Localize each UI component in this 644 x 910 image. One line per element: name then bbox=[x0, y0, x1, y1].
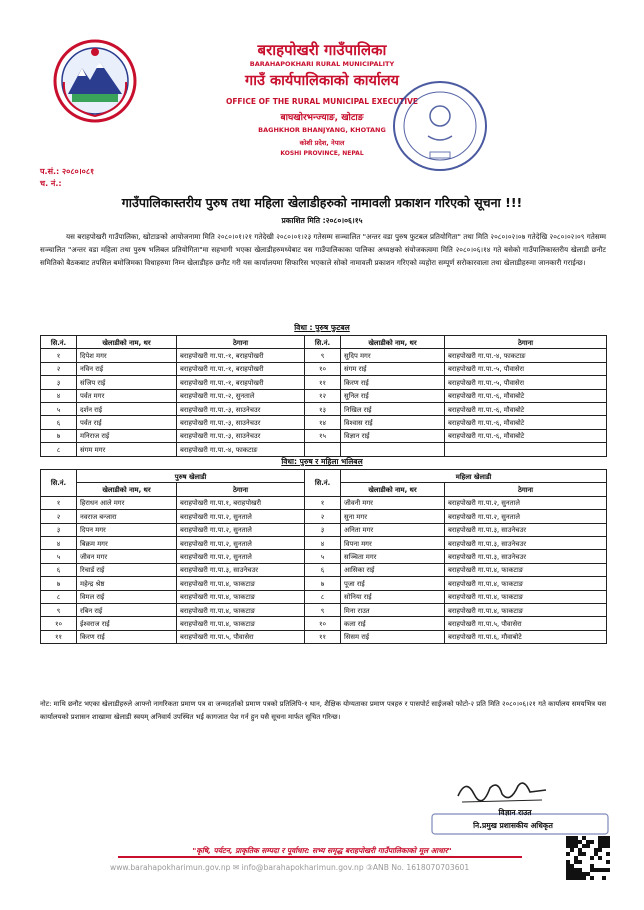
player-name-cell: मिना राउत bbox=[341, 603, 445, 616]
address-cell: बराहपोखरी गा.पा.३, साउनेचउर bbox=[177, 563, 305, 576]
player-name-cell: पर्वत राई bbox=[77, 416, 177, 429]
published-date: प्रकाशित मिति :२०८०।०६।१५ bbox=[281, 216, 363, 225]
address-cell: बराहपोखरी गा.पा.४, फाकटाङ bbox=[445, 590, 607, 603]
player-name-cell bbox=[341, 443, 445, 456]
serial-cell: १ bbox=[41, 349, 77, 362]
serial-cell: २ bbox=[41, 362, 77, 375]
volleyball-caption: विधा: पुरुष र महिला भलिबल bbox=[281, 457, 363, 466]
player-name-cell: कला राई bbox=[341, 617, 445, 630]
footer-contact: www.barahapokharimun.gov.np ✉ info@barahapokharimun.gov.np ③ANB No. 1618070703601 bbox=[110, 863, 470, 872]
volleyball-group-row bbox=[41, 470, 607, 483]
volleyball-table bbox=[40, 469, 607, 644]
address-cell: बराहपोखरी गा.पा.-२, सुनताले bbox=[177, 389, 305, 402]
municipality-name-en: BARAHAPOKHARI RURAL MUNICIPALITY bbox=[249, 60, 395, 68]
address-cell: बराहपोखरी गा.पा.६, मौवाबोटे bbox=[445, 630, 607, 643]
serial-cell: ११ bbox=[41, 630, 77, 643]
address-cell: बराहपोखरी गा.पा.-६, मौवाबोटे bbox=[445, 402, 607, 415]
serial-cell: ४ bbox=[41, 389, 77, 402]
player-name-cell: विश्वास राई bbox=[341, 416, 445, 429]
player-name-cell: हिराधन आले मगर bbox=[77, 496, 177, 509]
serial-cell: १० bbox=[305, 362, 341, 375]
serial-cell: ६ bbox=[305, 563, 341, 576]
table-row bbox=[41, 630, 607, 643]
player-name-cell: दर्शन राई bbox=[77, 402, 177, 415]
address-cell: बराहपोखरी गा.पा.-३, साउनेचउर bbox=[177, 402, 305, 415]
table-row bbox=[41, 603, 607, 616]
table-row bbox=[41, 362, 607, 375]
player-name-cell: विज्ञान राई bbox=[341, 429, 445, 442]
table-row bbox=[41, 536, 607, 549]
serial-cell: ८ bbox=[41, 590, 77, 603]
player-name-cell: विपना मगर bbox=[341, 536, 445, 549]
address-cell: बराहपोखरी गा.पा.४, फाकटाङ bbox=[177, 577, 305, 590]
office-name-np: गाउँ कार्यपालिकाको कार्यालय bbox=[245, 73, 399, 89]
province-np: कोशी प्रदेश, नेपाल bbox=[299, 139, 345, 147]
address-cell: बराहपोखरी गा.पा.-५, पौवासेरा bbox=[445, 376, 607, 389]
footer-slogan: "कृषि, पर्यटन, प्राकृतिक सम्पदा र पूर्वाधार: सभ्य समृद्ध बराहपोखरी गाउँपालिकाको मूल आधार" bbox=[192, 846, 452, 855]
address-cell: बराहपोखरी गा.पा.-६, मौवाबोटे bbox=[445, 416, 607, 429]
player-name-cell: सुनिल राई bbox=[341, 389, 445, 402]
player-name-cell: पर्वत मगर bbox=[77, 389, 177, 402]
serial-cell: ३ bbox=[41, 523, 77, 536]
col-player-name: खेलाडीको नाम, थर bbox=[77, 336, 177, 349]
serial-cell: १४ bbox=[305, 416, 341, 429]
address-np: बाघखोरभन्ज्याङ, खोटाङ bbox=[280, 113, 364, 123]
table-row bbox=[41, 429, 607, 442]
serial-cell: ७ bbox=[305, 577, 341, 590]
player-name-cell: संगम मगर bbox=[77, 443, 177, 456]
player-name-cell: सोनिया राई bbox=[341, 590, 445, 603]
player-name-cell: सुदिप मगर bbox=[341, 349, 445, 362]
serial-cell: ६ bbox=[41, 563, 77, 576]
address-cell: बराहपोखरी गा.पा.३, साउनेचउर bbox=[445, 550, 607, 563]
col-serial: सि.नं. bbox=[305, 336, 341, 349]
serial-cell bbox=[305, 443, 341, 456]
col-serial: सि.नं. bbox=[305, 470, 341, 497]
office-name-en: OFFICE OF THE RURAL MUNICIPAL EXECUTIVE bbox=[225, 97, 419, 106]
table-row bbox=[41, 443, 607, 456]
col-address: ठेगाना bbox=[177, 336, 305, 349]
player-name-cell: किरण राई bbox=[77, 630, 177, 643]
serial-cell: ८ bbox=[305, 590, 341, 603]
player-name-cell: जीवन मगर bbox=[77, 550, 177, 563]
women-group-header: महिला खेलाडी bbox=[341, 470, 607, 483]
col-player-name: खेलाडीको नाम, थर bbox=[77, 483, 177, 496]
serial-cell: ३ bbox=[41, 376, 77, 389]
player-name-cell: नवराज बन्जारा bbox=[77, 510, 177, 523]
serial-cell: ८ bbox=[41, 443, 77, 456]
table-row bbox=[41, 550, 607, 563]
player-name-cell: मनिराज राई bbox=[77, 429, 177, 442]
address-cell: बराहपोखरी गा.पा.४, फाकटाङ bbox=[445, 563, 607, 576]
serial-cell: २ bbox=[41, 510, 77, 523]
serial-cell: ५ bbox=[41, 550, 77, 563]
office-seal-stamp bbox=[390, 78, 490, 174]
table-row bbox=[41, 349, 607, 362]
address-en: BAGHKHOR BHANJYANG, KHOTANG bbox=[258, 126, 386, 134]
qr-code bbox=[566, 836, 610, 880]
player-name-cell: ईश्वराज राई bbox=[77, 617, 177, 630]
table-row bbox=[41, 590, 607, 603]
address-cell: बराहपोखरी गा.पा.२, सुनताले bbox=[177, 510, 305, 523]
col-address: ठेगाना bbox=[177, 483, 305, 496]
table-row bbox=[41, 577, 607, 590]
serial-cell: १ bbox=[305, 496, 341, 509]
address-cell bbox=[445, 443, 607, 456]
table-row bbox=[41, 523, 607, 536]
player-name-cell: जीवनी मगर bbox=[341, 496, 445, 509]
player-name-cell: बिक्रम मगर bbox=[77, 536, 177, 549]
col-address: ठेगाना bbox=[445, 483, 607, 496]
table-row bbox=[41, 416, 607, 429]
men-group-header: पुरुष खेलाडी bbox=[77, 470, 305, 483]
player-name-cell: विमल राई bbox=[77, 590, 177, 603]
player-name-cell: सुना मगर bbox=[341, 510, 445, 523]
table-row bbox=[41, 510, 607, 523]
address-cell: बराहपोखरी गा.पा.४, फाकटाङ bbox=[177, 590, 305, 603]
player-name-cell: आसिका राई bbox=[341, 563, 445, 576]
address-cell: बराहपोखरी गा.पा.२, सुनताले bbox=[177, 536, 305, 549]
football-caption: विधा : पुरुष फुटबल bbox=[294, 323, 350, 332]
player-name-cell: पूजा राई bbox=[341, 577, 445, 590]
table-row bbox=[41, 563, 607, 576]
address-cell: बराहपोखरी गा.पा.४, फाकटाङ bbox=[445, 603, 607, 616]
player-name-cell: सञ्चिता मगर bbox=[341, 550, 445, 563]
player-name-cell: रिचार्ड राई bbox=[77, 563, 177, 576]
address-cell: बराहपोखरी गा.पा.४, फाकटाङ bbox=[445, 577, 607, 590]
football-table bbox=[40, 335, 607, 457]
serial-cell: २ bbox=[305, 510, 341, 523]
player-name-cell: नविन राई bbox=[77, 362, 177, 375]
player-name-cell: महेन्द्र श्रेष्ठ bbox=[77, 577, 177, 590]
address-cell: बराहपोखरी गा.पा.३, साउनेचउर bbox=[445, 523, 607, 536]
serial-cell: ३ bbox=[305, 523, 341, 536]
notice-title: गाउँपालिकास्तरीय पुरुष तथा महिला खेलाडीहरुको नामावली प्रकाशन गरिएको सूचना !!! bbox=[121, 195, 523, 210]
note-text: नोट: माथि छनौट भएका खेलाडीहरुले आफ्नो नागरिकता प्रमाण पत्र वा जन्मदर्ताको प्रमाण पत्रको प्रतिलिपि-१ थान, शैक्षिक योग्यताका प्रमाण पत्रहरु र पासपोर्ट साईजको फोटो-२ प्रति मिति २०८०।०६।२१ गते कार्यालय समयभित्र यस कार्यालयको प्रशासन शाखामा खेलाडी स्वयम् अनिवार्य उपस्थित भई कागजात पेश गर्न हुन यसै सूचना मार्फत सूचित गरिन्छ। bbox=[40, 700, 606, 721]
player-name-cell: किरण राई bbox=[341, 376, 445, 389]
notice-body: यस बराहपोखरी गाउँपालिका, खोटाङको आयोजनामा मिति २०८०।०१।२१ गतेदेखी २०८०।०१।२३ गतेसम्म सञ्चालित "अन्तर वडा पुरुष फुटबल प्रतियोगिता" तथा मिति २०८०।०२।०७ गतेदेखि २०८०।०२।०९ गतेसम्म सञ्चालित "अन्तर वडा महिला तथा पुरुष भलिबल प्रतियोगिता"मा सहभागी भएका खेलाडीहरुमध्येबाट यस गाउँपालिकाका पालिका अध्यक्षको संयोजकत्वमा मिति २०८०।०६।१४ गते बसेको गाउँपालिकास्तरीय खेलाडी छनौट समितिको बैठकबाट तपसिल बमोजिमका विधाहरुमा निम्न खेलाडीहरु छनौट गरी यस कार्यालयमा सिफारिस भएकाले सोको नामावली प्रकाशन गरिएको व्यहोरा सम्पूर्ण सरोकारवाला तथा खेलाडीहरुमा जानकारी गराईन्छ। bbox=[40, 232, 606, 268]
serial-cell: ७ bbox=[41, 577, 77, 590]
player-name-cell: दिपेश मगर bbox=[77, 349, 177, 362]
col-serial: सि.नं. bbox=[41, 470, 77, 497]
col-address: ठेगाना bbox=[445, 336, 607, 349]
signature-scribble bbox=[452, 774, 552, 808]
serial-cell: ९ bbox=[305, 603, 341, 616]
football-header-row bbox=[41, 336, 607, 349]
serial-cell: १ bbox=[41, 496, 77, 509]
player-name-cell: दिपन मगर bbox=[77, 523, 177, 536]
serial-cell: १० bbox=[305, 617, 341, 630]
address-cell: बराहपोखरी गा.पा.२, सुनताले bbox=[177, 550, 305, 563]
player-name-cell: अनिता मगर bbox=[341, 523, 445, 536]
serial-cell: ९ bbox=[41, 603, 77, 616]
province-en: KOSHI PROVINCE, NEPAL bbox=[280, 150, 364, 157]
player-name-cell: रबिन राई bbox=[77, 603, 177, 616]
address-cell: बराहपोखरी गा.पा.-१, बराहपोखरी bbox=[177, 362, 305, 375]
address-cell: बराहपोखरी गा.पा.-४, फाकटाङ bbox=[445, 349, 607, 362]
address-cell: बराहपोखरी गा.पा.२, सुनताले bbox=[445, 510, 607, 523]
address-cell: बराहपोखरी गा.पा.-६, मौवाबोटे bbox=[445, 389, 607, 402]
serial-cell: ४ bbox=[305, 536, 341, 549]
serial-cell: ६ bbox=[41, 416, 77, 429]
table-row bbox=[41, 496, 607, 509]
player-name-cell: निखिल राई bbox=[341, 402, 445, 415]
serial-cell: ७ bbox=[41, 429, 77, 442]
address-cell: बराहपोखरी गा.पा.२, सुनताले bbox=[177, 523, 305, 536]
player-name-cell: सिसम राई bbox=[341, 630, 445, 643]
serial-cell: १० bbox=[41, 617, 77, 630]
address-cell: बराहपोखरी गा.पा.४, फाकटाङ bbox=[177, 617, 305, 630]
address-cell: बराहपोखरी गा.पा.-१, बराहपोखरी bbox=[177, 349, 305, 362]
address-cell: बराहपोखरी गा.पा.३, साउनेचउर bbox=[445, 536, 607, 549]
address-cell: बराहपोखरी गा.पा.-५, पौवासेरा bbox=[445, 362, 607, 375]
serial-cell: १२ bbox=[305, 389, 341, 402]
col-player-name: खेलाडीको नाम, थर bbox=[341, 336, 445, 349]
municipality-name-np: बराहपोखरी गाउँपालिका bbox=[257, 41, 387, 59]
address-cell: बराहपोखरी गा.पा.-३, साउनेचउर bbox=[177, 429, 305, 442]
reference-number: प.सं.: २०८०।०८१ bbox=[40, 167, 95, 176]
signer-title: नि.प्रमुख प्रशासकीय अधिकृत bbox=[473, 821, 553, 830]
address-cell: बराहपोखरी गा.पा.-६, मौवाबोटे bbox=[445, 429, 607, 442]
col-player-name: खेलाडीको नाम, थर bbox=[341, 483, 445, 496]
col-serial: सि.नं. bbox=[41, 336, 77, 349]
serial-cell: १३ bbox=[305, 402, 341, 415]
serial-cell: ११ bbox=[305, 376, 341, 389]
address-cell: बराहपोखरी गा.पा.५, पौवासेरा bbox=[445, 617, 607, 630]
serial-cell: १५ bbox=[305, 429, 341, 442]
table-row bbox=[41, 376, 607, 389]
address-cell: बराहपोखरी गा.पा.-३, साउनेचउर bbox=[177, 416, 305, 429]
serial-cell: ११ bbox=[305, 630, 341, 643]
player-name-cell: संजिप राई bbox=[77, 376, 177, 389]
address-cell: बराहपोखरी गा.पा.२, सुनताले bbox=[445, 496, 607, 509]
serial-cell: ५ bbox=[41, 402, 77, 415]
address-cell: बराहपोखरी गा.पा.४, फाकटाङ bbox=[177, 603, 305, 616]
address-cell: बराहपोखरी गा.पा.१, बराहपोखरी bbox=[177, 496, 305, 509]
address-cell: बराहपोखरी गा.पा.-४, फाकटाङ bbox=[177, 443, 305, 456]
player-name-cell: संगम राई bbox=[341, 362, 445, 375]
address-cell: बराहपोखरी गा.पा.-१, बराहपोखरी bbox=[177, 376, 305, 389]
address-cell: बराहपोखरी गा.पा.५, पौवासेरा bbox=[177, 630, 305, 643]
table-row bbox=[41, 402, 607, 415]
serial-cell: ४ bbox=[41, 536, 77, 549]
table-row bbox=[41, 617, 607, 630]
serial-cell: ५ bbox=[305, 550, 341, 563]
dispatch-number: च. नं.: bbox=[40, 179, 62, 188]
serial-cell: ९ bbox=[305, 349, 341, 362]
footer-divider bbox=[118, 856, 522, 858]
signer-name: विज्ञान राउत bbox=[498, 808, 532, 817]
table-row bbox=[41, 389, 607, 402]
